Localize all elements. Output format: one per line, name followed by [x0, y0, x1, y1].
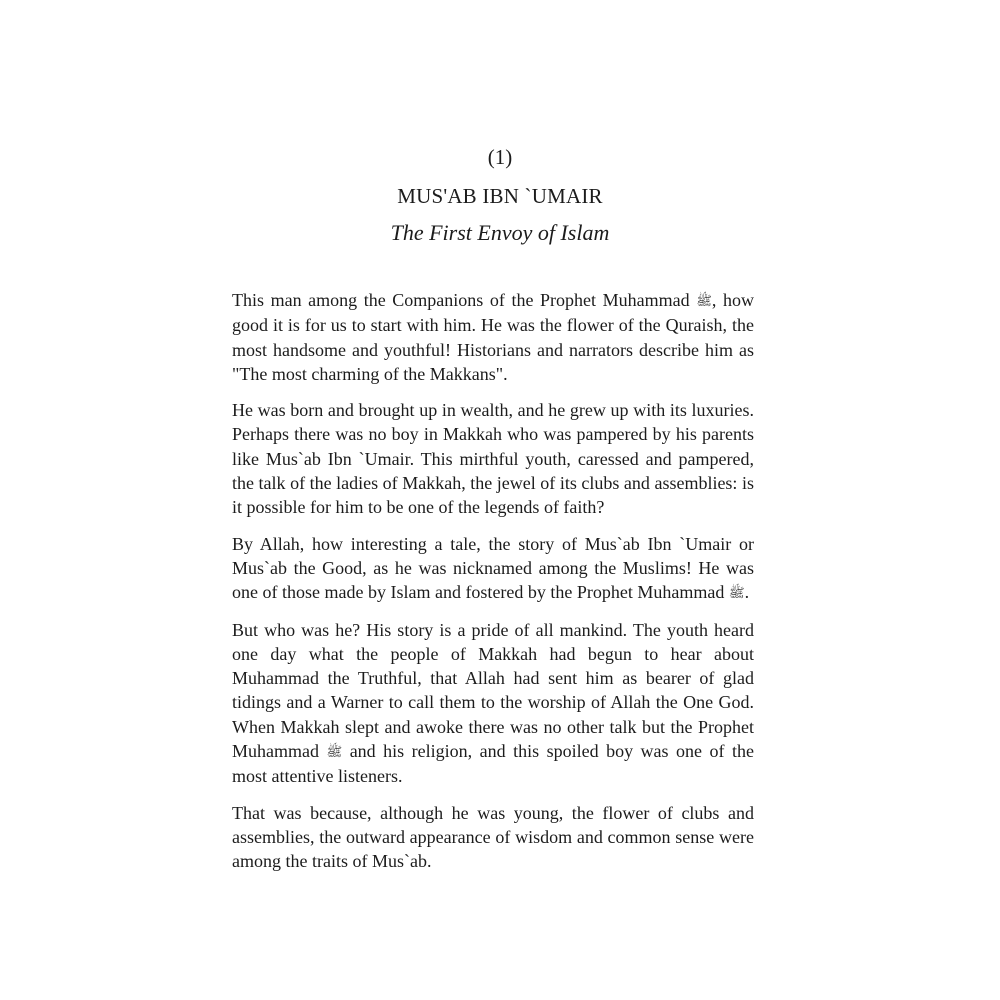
- honorific-icon: ﷺ: [326, 744, 343, 760]
- paragraph-5: That was because, although he was young, the flower of clubs and assemblies, the outward appearance of wisdom and common sense were among the traits of Mus`ab.: [232, 802, 754, 872]
- paragraph-1-part-1: This man among the Companions of the Prophet Muhammad: [232, 290, 697, 310]
- paragraph-4: [232, 618, 754, 789]
- chapter-title: MUS'AB IBN `UMAIR: [397, 184, 603, 208]
- paragraph-1-part-2: , how good it is for us to start with him. He was the flower of the Quraish, the most handsome and youthful! Historians and narrators describe him as "The most charming of the Makkans".: [232, 290, 754, 384]
- chapter-subtitle: The First Envoy of Islam: [390, 220, 610, 245]
- paragraph-3: [232, 532, 754, 606]
- honorific-icon: ﷺ: [696, 293, 712, 308]
- paragraph-1: [232, 288, 754, 386]
- body-text: [232, 288, 754, 886]
- paragraph-2: He was born and brought up in wealth, and he grew up with its luxuries. Perhaps there was no boy in Makkah who was pampered by his parents like Mus`ab Ibn `Umair. This mirthful youth, caressed and pampered, the talk of the ladies of Makkah, the jewel of its clubs and assemblies: is it possible for him to be one of the legends of faith?: [232, 400, 754, 518]
- paragraph-4-part-2: and his religion, and this spoiled boy was one of the most attentive listeners.: [232, 741, 754, 787]
- chapter-number: (1): [487, 145, 513, 169]
- paragraph-3-part-1: By Allah, how interesting a tale, the story of Mus`ab Ibn `Umair or Mus`ab the Good, as he was nicknamed among the Muslims! He was one of those made by Islam and fostered by the Prophet Muhammad: [232, 533, 754, 603]
- paragraph-4-part-1: But who was he? His story is a pride of all mankind. The youth heard one day what the people of Makkah had begun to hear about Muhammad the Truthful, that Allah had sent him as bearer of glad tidings and a Warner to call them to the worship of Allah the One God. When Makkah slept and awoke there was no other talk but the Prophet Muhammad: [232, 619, 754, 762]
- paragraph-3-part-2: .: [744, 582, 750, 603]
- honorific-icon: ﷺ: [728, 585, 745, 601]
